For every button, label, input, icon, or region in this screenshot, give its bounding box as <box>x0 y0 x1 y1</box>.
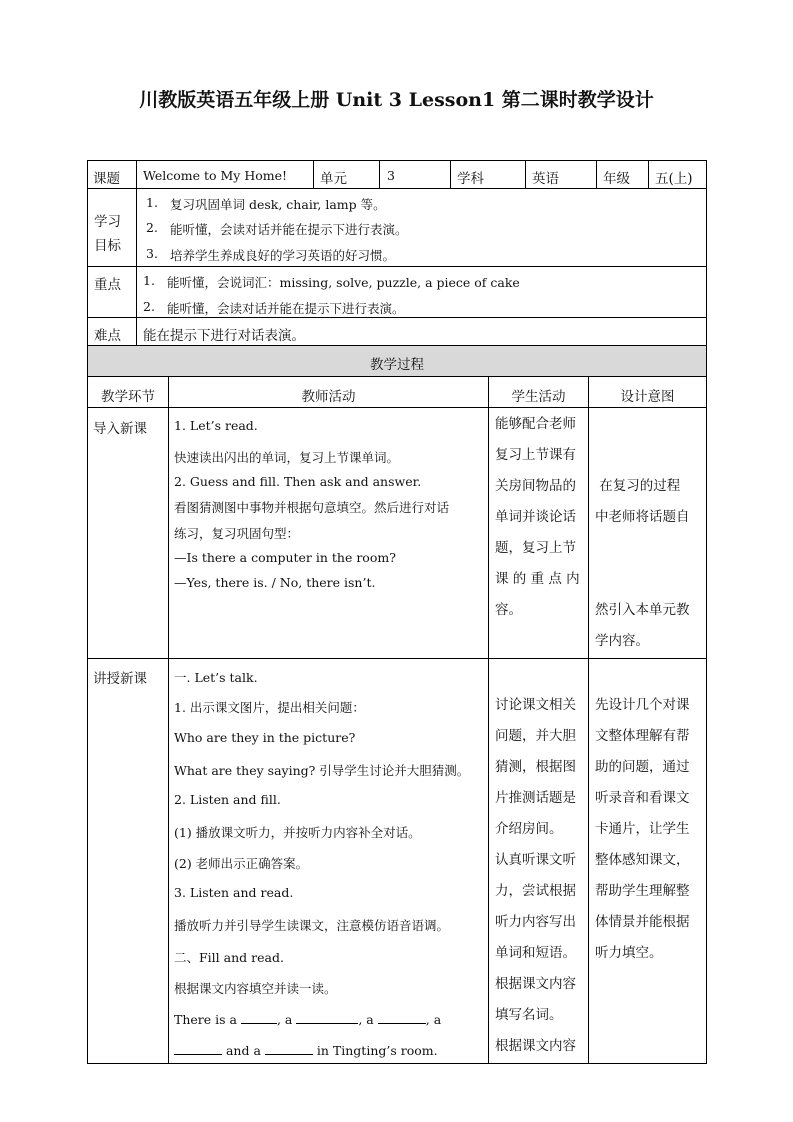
stage1-teacher-line: 快速读出闪出的单词，复习上节课单词。 <box>174 450 400 465</box>
key-num: 2. <box>143 299 155 314</box>
difficulty-label: 难点 <box>94 328 121 344</box>
stage1-teacher-line: 练习，复习巩固句型： <box>174 526 300 541</box>
unit-label: 单元 <box>320 171 347 187</box>
key-text: 能听懂，会说词汇：missing, solve, puzzle, a piece of cake <box>167 275 520 290</box>
fill-line-2: and a in Tingting’s room. <box>174 1042 438 1058</box>
goal-text: 培养学生养成良好的学习英语的好习惯。 <box>170 248 396 263</box>
stage1-teacher-line: 看图猜测图中事物并根据句意填空。然后进行对话 <box>174 500 450 515</box>
topic-value: Welcome to My Home! <box>143 168 288 183</box>
stage2-teacher-line: 3. Listen and read. <box>174 885 294 900</box>
stage1-name: 导入新课 <box>93 421 147 437</box>
fill-line-1: There is a , a , a , a <box>174 1012 442 1027</box>
stage1-teacher-line: 2. Guess and fill. Then ask and answer. <box>174 474 422 489</box>
stage2-name: 讲授新课 <box>93 671 147 687</box>
stage2-teacher-line: 二、Fill and read. <box>174 950 284 965</box>
difficulty-text: 能在提示下进行对话表演。 <box>143 328 305 344</box>
col-intent: 设计意图 <box>620 389 675 405</box>
col-student: 学生活动 <box>511 389 566 405</box>
goal-num: 2. <box>146 220 158 235</box>
stage2-teacher-line: (2) 老师出示正确答案。 <box>174 856 309 871</box>
stage2-teacher-line: 一. Let’s talk. <box>174 670 258 685</box>
stage2-teacher-line: Who are they in the picture? <box>174 730 356 745</box>
topic-label: 课题 <box>93 171 120 187</box>
subject-value: 英语 <box>532 171 559 187</box>
stage1-student-text: 能够配合老师 复习上节课有 关房间物品的 单词并谈论话 题，复习上节 课 的 重 点 内 容。 <box>495 416 580 618</box>
grade-label: 年级 <box>603 171 630 187</box>
key-label: 重点 <box>94 277 121 293</box>
key-text: 能听懂，会读对话并能在提示下进行表演。 <box>167 301 405 316</box>
stage1-teacher-line: 1. Let’s read. <box>174 418 258 433</box>
goal-num: 3. <box>146 246 158 261</box>
page-title: 川教版英语五年级上册 Unit 3 Lesson1 第二课时教学设计 <box>139 89 654 111</box>
fill-blank <box>265 1042 313 1055</box>
subject-label: 学科 <box>457 171 484 187</box>
stage2-student-text: 讨论课文相关 问题，并大胆 猜测，根据图 片推测话题是 介绍房间。 认真听课文听 力，尝试根据 听力内容写出 单词和短语。 根据课文内容 填写名词。 根据课文内容 <box>495 697 576 1054</box>
stage2-teacher-line: 1. 出示课文图片，提出相关问题： <box>174 700 365 715</box>
goal-text: 复习巩固单词 desk, chair, lamp 等。 <box>170 197 386 212</box>
stage1-teacher-line: —Is there a computer in the room? <box>174 550 396 565</box>
fill-blank <box>378 1011 426 1024</box>
col-stage: 教学环节 <box>101 389 155 405</box>
process-header: 教学过程 <box>370 357 424 373</box>
stage1-name-cell <box>87 407 169 659</box>
fill-blank <box>296 1011 358 1024</box>
goal-num: 1. <box>146 195 158 210</box>
grade-value: 五(上) <box>655 171 693 187</box>
stage1-intent-text: 在复习的过程 中老师将话题自 然引入本单元教 学内容。 <box>595 478 690 649</box>
unit-value: 3 <box>387 168 395 183</box>
goals-label-line2: 目标 <box>94 238 121 254</box>
stage2-teacher-line: (1) 播放课文听力，并按听力内容补全对话。 <box>174 825 421 840</box>
goals-label-line1: 学习 <box>94 214 121 230</box>
fill-blank <box>241 1011 277 1024</box>
stage2-teacher-line: What are they saying? 引导学生讨论并大胆猜测。 <box>174 763 470 778</box>
stage2-name-cell <box>87 658 169 1064</box>
fill-blank <box>174 1042 222 1055</box>
stage2-intent-text: 先设计几个对课 文整体理解有帮 助的问题，通过 听录音和看课文 卡通片，让学生 整体感知课文， 帮助学生理解整 体情景并能根据 听力填空。 <box>595 697 690 961</box>
goal-text: 能听懂，会读对话并能在提示下进行表演。 <box>170 222 408 237</box>
stage1-teacher-line: —Yes, there is. / No, there isn’t. <box>174 575 376 590</box>
stage2-teacher-line: 播放听力并引导学生读课文，注意模仿语音语调。 <box>174 918 450 933</box>
stage2-teacher-line: 根据课文内容填空并读一读。 <box>174 981 337 996</box>
col-teacher: 教师活动 <box>301 389 356 405</box>
key-num: 1. <box>143 273 155 288</box>
stage2-teacher-line: 2. Listen and fill. <box>174 792 281 807</box>
